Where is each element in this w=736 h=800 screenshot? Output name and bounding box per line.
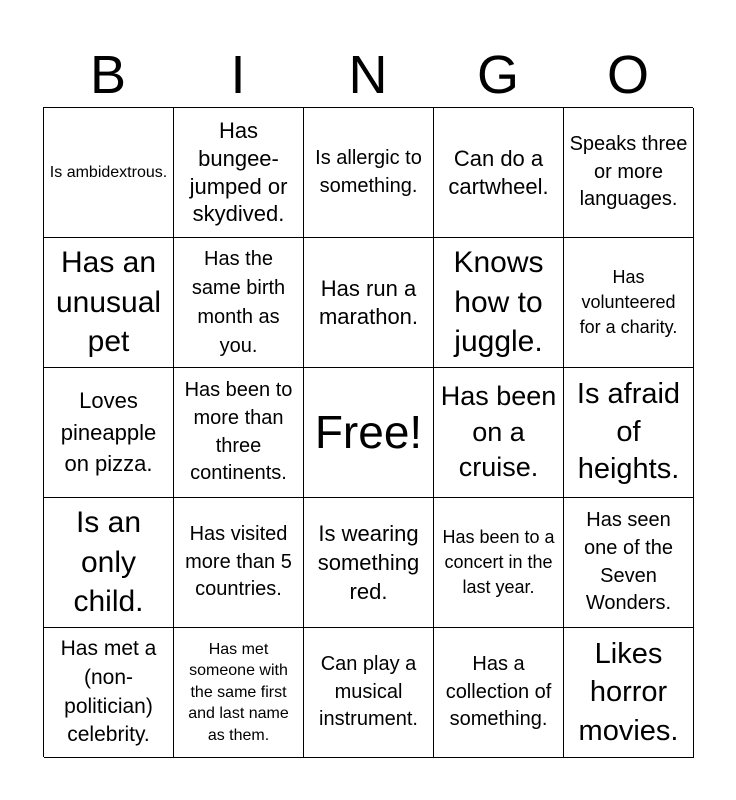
bingo-cell-r1-c1[interactable] xyxy=(44,108,174,238)
bingo-cell-r2-c5[interactable] xyxy=(564,238,694,368)
bingo-header xyxy=(43,42,693,108)
bingo-cell-free[interactable] xyxy=(304,368,434,498)
cell-text: Has seen one of the Seven Wonders. xyxy=(584,509,673,615)
bingo-cell-r1-c2[interactable] xyxy=(174,108,304,238)
header-letter-n: N xyxy=(348,45,388,105)
cell-text: Loves pineapple on pizza. xyxy=(60,387,157,477)
cell-text: Knows how to juggle. xyxy=(453,246,544,359)
bingo-cell-r4-c5[interactable] xyxy=(564,498,694,628)
header-letter-g: G xyxy=(476,45,519,105)
cell-text: Is ambidextrous. xyxy=(49,163,168,181)
bingo-cell-r2-c4[interactable] xyxy=(434,238,564,368)
cell-text: Has been to more than three continents. xyxy=(184,379,293,485)
cell-text: Has met a (non-politician) celebrity. xyxy=(60,636,157,747)
bingo-cell-r3-c1[interactable] xyxy=(44,368,174,498)
cell-text: Is afraid of heights. xyxy=(576,377,681,486)
bingo-cell-r2-c2[interactable] xyxy=(174,238,304,368)
cell-text: Has bungee-jumped or skydived. xyxy=(189,117,288,227)
cell-text: Has run a marathon. xyxy=(318,275,419,329)
cell-text: Has been on a cruise. xyxy=(440,380,557,483)
bingo-cell-r1-c4[interactable] xyxy=(434,108,564,238)
bingo-cell-r5-c2[interactable] xyxy=(174,628,304,758)
bingo-cell-r2-c3[interactable] xyxy=(304,238,434,368)
cell-text: Is an only child. xyxy=(73,506,144,619)
bingo-cell-r1-c3[interactable] xyxy=(304,108,434,238)
cell-text: Has been to a concert in the last year. xyxy=(442,526,555,598)
bingo-cell-r5-c5[interactable] xyxy=(564,628,694,758)
cell-text: Speaks three or more languages. xyxy=(569,133,688,211)
cell-text: Has visited more than 5 countries. xyxy=(185,523,292,601)
bingo-cell-r3-c2[interactable] xyxy=(174,368,304,498)
cell-text: Has an unusual pet xyxy=(55,246,162,359)
bingo-cell-r2-c1[interactable] xyxy=(44,238,174,368)
cell-text: Has the same birth month as you. xyxy=(191,247,286,357)
bingo-cell-r5-c4[interactable] xyxy=(434,628,564,758)
cell-text: Likes horror movies. xyxy=(578,637,679,747)
cell-text: Has a collection of something. xyxy=(445,653,552,731)
bingo-cell-r4-c2[interactable] xyxy=(174,498,304,628)
bingo-cell-r3-c5[interactable] xyxy=(564,368,694,498)
bingo-cell-r5-c3[interactable] xyxy=(304,628,434,758)
header-letter-i: I xyxy=(230,45,246,105)
free-space-text: Free! xyxy=(314,406,423,459)
bingo-cell-r3-c4[interactable] xyxy=(434,368,564,498)
cell-text: Can play a musical instrument. xyxy=(319,653,418,731)
header-letter-o: O xyxy=(606,45,649,105)
bingo-cell-r1-c5[interactable] xyxy=(564,108,694,238)
cell-text: Is allergic to something. xyxy=(315,146,422,197)
cell-text: Is wearing something red. xyxy=(317,520,420,605)
cell-text: Can do a cartwheel. xyxy=(448,145,549,199)
bingo-cell-r4-c4[interactable] xyxy=(434,498,564,628)
header-letter-b: B xyxy=(89,45,127,105)
bingo-cell-r5-c1[interactable] xyxy=(44,628,174,758)
bingo-cell-r4-c3[interactable] xyxy=(304,498,434,628)
bingo-cell-r4-c1[interactable] xyxy=(44,498,174,628)
cell-text: Has met someone with the same first and last name as them. xyxy=(188,640,289,744)
bingo-board xyxy=(43,107,693,757)
cell-text: Has volunteered for a charity. xyxy=(579,266,678,338)
